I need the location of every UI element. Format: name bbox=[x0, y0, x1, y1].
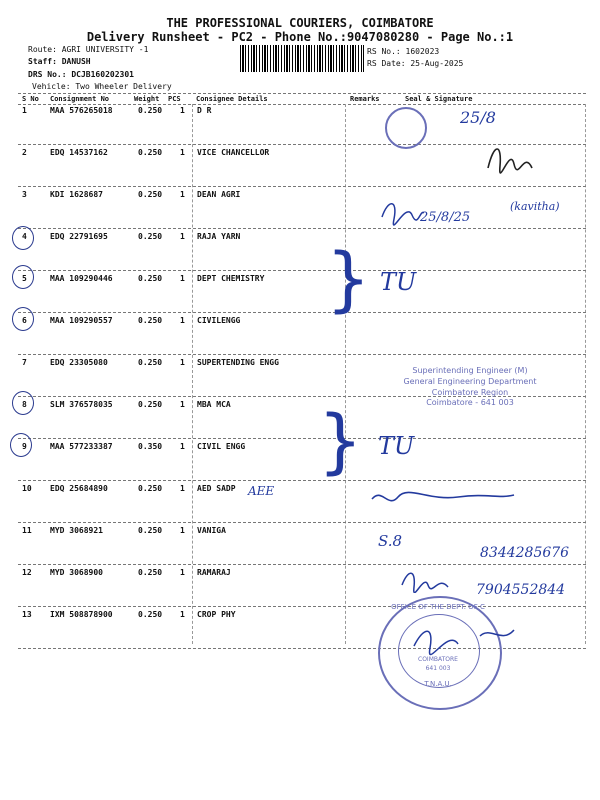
sno-cell: 12 bbox=[22, 568, 32, 577]
stamp-line: OFFICE OF THE DEPT. OF C bbox=[391, 603, 485, 611]
sno-cell: 3 bbox=[22, 190, 27, 199]
row-divider bbox=[18, 480, 586, 481]
route-label: Route: AGRI UNIVERSITY -1 bbox=[28, 45, 149, 54]
row-divider bbox=[18, 522, 586, 523]
col-sno: S No bbox=[22, 95, 39, 103]
curly-brace-mark: } bbox=[326, 238, 371, 320]
rs-number: RS No.: 1602023 bbox=[367, 47, 440, 56]
handwritten-aee: AEE bbox=[248, 484, 275, 498]
weight-cell: 0.250 bbox=[138, 568, 163, 577]
weight-cell: 0.250 bbox=[138, 400, 163, 409]
pcs-cell: 1 bbox=[180, 190, 185, 199]
column-divider bbox=[18, 104, 586, 105]
col-seal-signature: Seal & Signature bbox=[405, 95, 473, 103]
weight-cell: 0.250 bbox=[138, 232, 163, 241]
consignee-name: RAJA YARN bbox=[197, 232, 241, 241]
table-row bbox=[0, 232, 600, 273]
consignment-no: MYD 3068921 bbox=[50, 526, 103, 535]
sno-circle-mark bbox=[12, 265, 34, 289]
table-row bbox=[0, 274, 600, 315]
table-row bbox=[0, 442, 600, 483]
sno-cell: 9 bbox=[22, 442, 27, 451]
stamp-line: Superintending Engineer (M) bbox=[412, 366, 528, 375]
stamp-line: T.N.A.U. bbox=[424, 680, 452, 688]
curly-brace-mark: } bbox=[318, 400, 363, 482]
pcs-cell: 1 bbox=[180, 610, 185, 619]
pcs-cell: 1 bbox=[180, 442, 185, 451]
sno-circle-mark bbox=[12, 226, 34, 250]
weight-cell: 0.250 bbox=[138, 274, 163, 283]
consignee-name: CIVIL ENGG bbox=[197, 442, 246, 451]
handwritten-phone: 7904552844 bbox=[476, 582, 566, 598]
weight-cell: 0.250 bbox=[138, 358, 163, 367]
col-remarks: Remarks bbox=[350, 95, 380, 103]
handwritten-name: (kavitha) bbox=[510, 200, 560, 213]
weight-cell: 0.250 bbox=[138, 316, 163, 325]
handwritten-initials: TU bbox=[380, 268, 417, 296]
pcs-cell: 1 bbox=[180, 568, 185, 577]
consignment-no: MAA 576265018 bbox=[50, 106, 113, 115]
row-divider bbox=[18, 228, 586, 229]
consignee-name: VANIGA bbox=[197, 526, 226, 535]
staff-label: Staff: DANUSH bbox=[28, 57, 91, 66]
weight-cell: 0.350 bbox=[138, 442, 163, 451]
stamp-line: General Engineering Department bbox=[403, 377, 537, 386]
sno-cell: 13 bbox=[22, 610, 32, 619]
signature-row10 bbox=[368, 485, 518, 513]
col-weight: Weight bbox=[134, 95, 160, 103]
consignment-no: EDQ 25684890 bbox=[50, 484, 108, 493]
consignee-name: VICE CHANCELLOR bbox=[197, 148, 270, 157]
handwritten-initials: TU bbox=[378, 432, 415, 460]
weight-cell: 0.250 bbox=[138, 484, 163, 493]
consignment-no: IXM 508878900 bbox=[50, 610, 113, 619]
weight-cell: 0.250 bbox=[138, 148, 163, 157]
sno-cell: 2 bbox=[22, 148, 27, 157]
consignee-name: RAMARAJ bbox=[197, 568, 231, 577]
row-divider bbox=[18, 438, 586, 439]
consignee-name: DEPT CHEMISTRY bbox=[197, 274, 265, 283]
barcode bbox=[240, 45, 364, 72]
sno-cell: 6 bbox=[22, 316, 27, 325]
sno-circle-mark bbox=[10, 433, 32, 457]
stamp-line: Coimbatore Region bbox=[431, 388, 509, 397]
header-divider bbox=[18, 93, 586, 94]
sno-cell: 7 bbox=[22, 358, 27, 367]
consignee-name: AED SADP bbox=[197, 484, 236, 493]
row-divider bbox=[18, 564, 586, 565]
rs-date: RS Date: 25-Aug-2025 bbox=[367, 59, 464, 68]
pcs-cell: 1 bbox=[180, 358, 185, 367]
consignee-name: D R bbox=[197, 106, 212, 115]
runsheet-subtitle: Delivery Runsheet - PC2 - Phone No.:9047080280 - Page No.:1 bbox=[86, 30, 514, 44]
handwritten-date: 25/8/25 bbox=[420, 210, 471, 225]
round-stamp bbox=[385, 107, 427, 149]
stamp-line: COIMBATORE bbox=[418, 656, 458, 663]
vehicle-label: Vehicle: Two Wheeler Delivery bbox=[32, 82, 172, 91]
sno-cell: 5 bbox=[22, 274, 27, 283]
sno-circle-mark bbox=[12, 391, 34, 415]
consignment-no: EDQ 14537162 bbox=[50, 148, 108, 157]
col-pcs: PCS bbox=[168, 95, 181, 103]
weight-cell: 0.250 bbox=[138, 190, 163, 199]
consignment-no: MYD 3068900 bbox=[50, 568, 103, 577]
stamp-line: Coimbatore - 641 003 bbox=[426, 398, 514, 407]
stamp-line: 641 003 bbox=[425, 665, 451, 672]
handwritten-mark: S.8 bbox=[378, 532, 403, 550]
weight-cell: 0.250 bbox=[138, 526, 163, 535]
consignee-name: SUPERTENDING ENGG bbox=[197, 358, 279, 367]
row-divider bbox=[18, 606, 586, 607]
pcs-cell: 1 bbox=[180, 106, 185, 115]
row-divider bbox=[18, 354, 586, 355]
consignment-no: SLM 376578035 bbox=[50, 400, 113, 409]
consignee-name: CIVILENGG bbox=[197, 316, 241, 325]
sno-cell: 10 bbox=[22, 484, 32, 493]
pcs-cell: 1 bbox=[180, 274, 185, 283]
pcs-cell: 1 bbox=[180, 526, 185, 535]
consignment-no: MAA 577233387 bbox=[50, 442, 113, 451]
pcs-cell: 1 bbox=[180, 484, 185, 493]
pcs-cell: 1 bbox=[180, 232, 185, 241]
handwritten-phone: 8344285676 bbox=[480, 545, 570, 561]
signature-row12 bbox=[398, 565, 458, 593]
row-divider bbox=[18, 270, 586, 271]
sno-cell: 1 bbox=[22, 106, 27, 115]
col-consignment: Consignment No bbox=[50, 95, 110, 103]
consignment-no: EDQ 22791695 bbox=[50, 232, 108, 241]
pcs-cell: 1 bbox=[180, 316, 185, 325]
sno-cell: 8 bbox=[22, 400, 27, 409]
consignee-name: MBA MCA bbox=[197, 400, 231, 409]
consignee-name: CROP PHY bbox=[197, 610, 236, 619]
consignment-no: MAA 109290557 bbox=[50, 316, 113, 325]
sno-cell: 4 bbox=[22, 232, 27, 241]
drs-label: DRS No.: DCJB160202301 bbox=[28, 70, 134, 79]
consignment-no: KDI 1628687 bbox=[50, 190, 103, 199]
pcs-cell: 1 bbox=[180, 400, 185, 409]
signature-row2 bbox=[480, 138, 540, 183]
row-divider bbox=[18, 312, 586, 313]
table-row bbox=[0, 316, 600, 357]
consignment-no: EDQ 23305080 bbox=[50, 358, 108, 367]
company-title: THE PROFESSIONAL COURIERS, COIMBATORE bbox=[166, 16, 434, 30]
weight-cell: 0.250 bbox=[138, 610, 163, 619]
sno-cell: 11 bbox=[22, 526, 32, 535]
consignee-name: DEAN AGRI bbox=[197, 190, 241, 199]
handwritten-date: 25/8 bbox=[460, 108, 496, 127]
col-consignee: Consignee Details bbox=[196, 95, 268, 103]
signature-row13 bbox=[410, 618, 530, 658]
pcs-cell: 1 bbox=[180, 148, 185, 157]
row-divider bbox=[18, 186, 586, 187]
consignment-no: MAA 109290446 bbox=[50, 274, 113, 283]
weight-cell: 0.250 bbox=[138, 106, 163, 115]
sno-circle-mark bbox=[12, 307, 34, 331]
